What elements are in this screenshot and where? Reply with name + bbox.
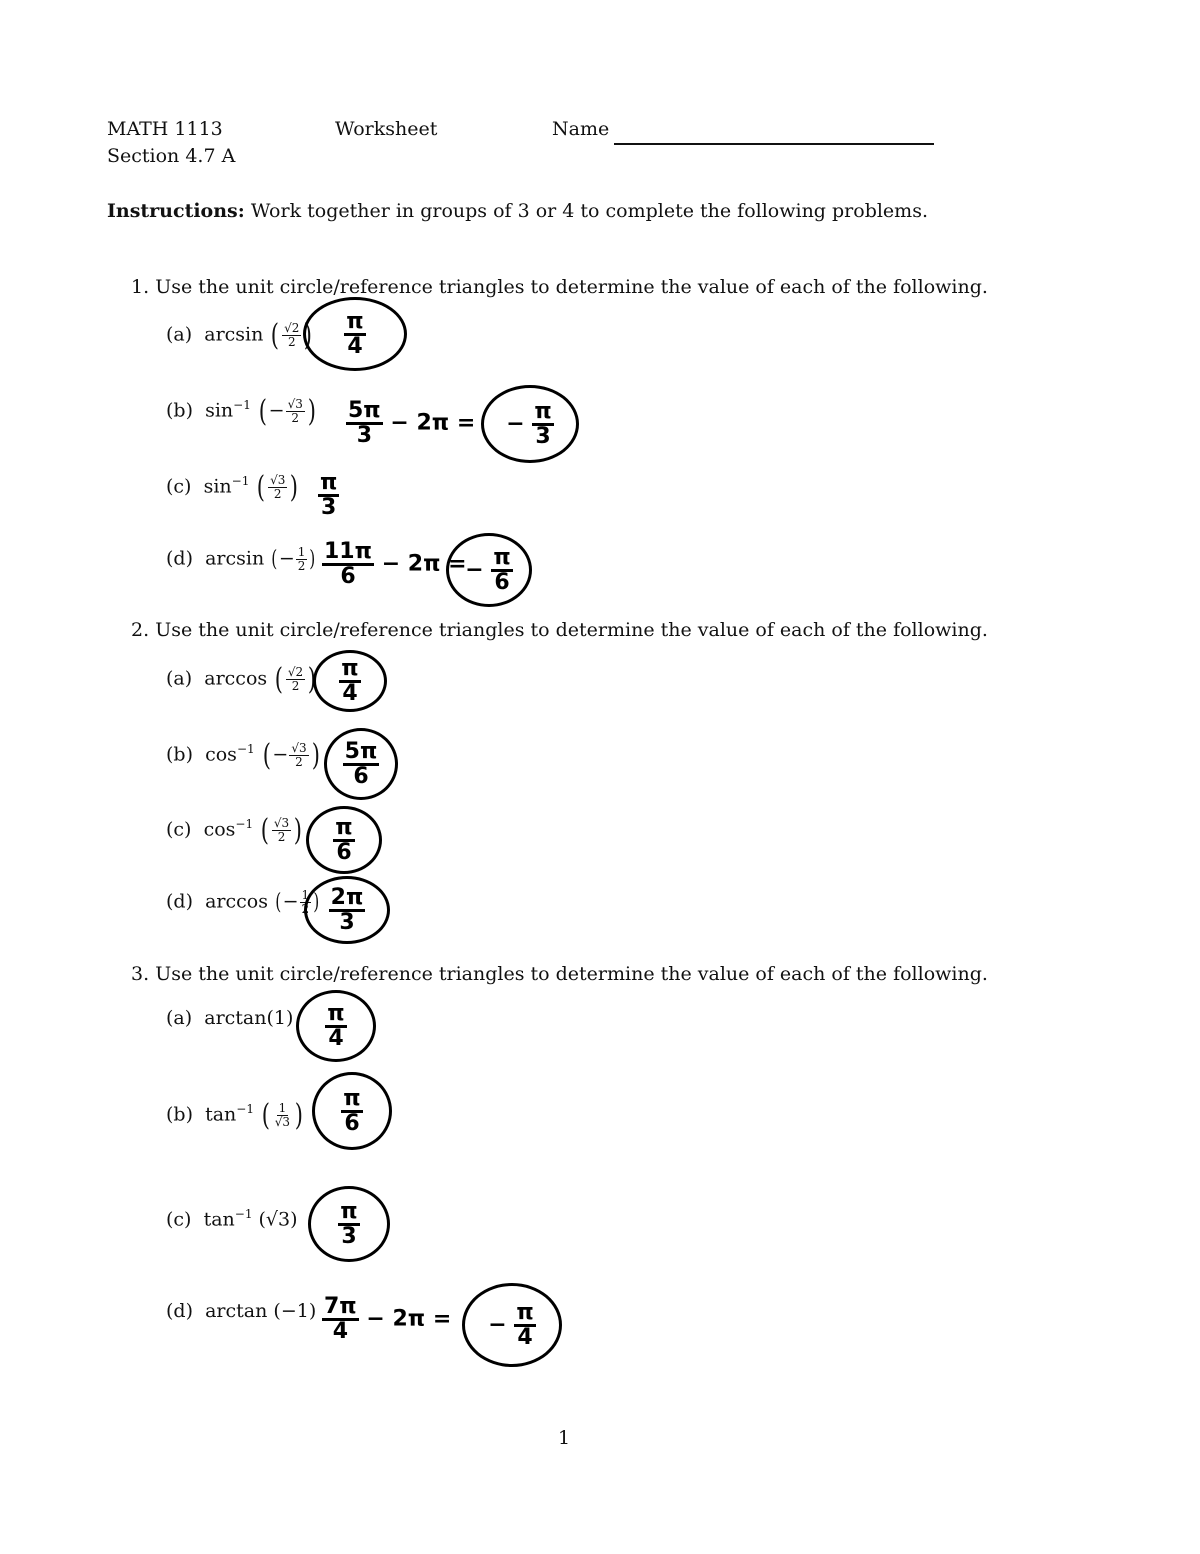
part-label: (a) [166, 323, 193, 346]
part-label: (b) [166, 743, 193, 766]
answer-circle: $\frac{\pi}{4}$ [313, 650, 387, 712]
part-label: (d) [166, 547, 193, 570]
answer-circle: $\frac{\pi}{6}$ [312, 1072, 392, 1150]
answer-circle: − $\frac{\pi}{4}$ [462, 1283, 562, 1367]
handwritten-work: $\frac{5\pi}{3}$ − 2π = [348, 398, 476, 448]
answer-circle: $\frac{5\pi}{6}$ [324, 728, 398, 800]
instructions-label: Instructions: [107, 200, 245, 222]
course-title: MATH 1113 [107, 118, 223, 140]
part-label: (b) [166, 399, 193, 422]
handwritten-work: $\frac{11\pi}{6}$ − 2π = [324, 539, 467, 589]
function-name: arctan [205, 1300, 268, 1322]
problem-3-prompt [131, 963, 988, 985]
problem-2b: (b) $\cos^{-1}$ (− $\frac{√3}{2}$ ) [166, 738, 320, 773]
fraction: $\frac{1}{2}$ [297, 545, 306, 573]
problem-number: 3. [131, 963, 150, 985]
fraction: $\frac{1}{√3}$ [274, 1101, 291, 1129]
answer-circle: $\frac{\pi}{4}$ [303, 297, 407, 371]
instructions-text: Work together in groups of 3 or 4 to complete the following problems. [250, 200, 928, 222]
problem-3c: (c) $\tan^{-1} (√3)$ [166, 1207, 298, 1231]
problem-2c: (c) $\cos^{-1}$ ( $\frac{√3}{2}$ ) [166, 813, 303, 848]
problem-3d: (d) arctan (−1) [166, 1300, 317, 1322]
problem-text: Use the unit circle/reference triangles to determine the value of each of the following. [155, 963, 988, 985]
problem-3a: (a) arctan(1) [166, 1007, 294, 1029]
part-label: (c) [166, 1208, 192, 1231]
function-name: cos [205, 743, 237, 766]
function-name: cos [203, 818, 236, 841]
part-label: (c) [166, 818, 192, 841]
problem-number: 1. [131, 276, 150, 298]
problem-number: 2. [131, 619, 150, 641]
problem-2d: (d) arccos (− $\frac{1}{2}$ ) [166, 888, 320, 916]
handwritten-answer: $\frac{\pi}{3}$ [320, 470, 338, 520]
name-label: Name [552, 118, 610, 140]
answer-circle: $\frac{\pi}{3}$ [308, 1186, 390, 1262]
problem-1d: (d) arcsin (− $\frac{1}{2}$ ) [166, 545, 316, 573]
name-field-line[interactable] [614, 143, 934, 145]
answer-circle: $\frac{2\pi}{3}$ [304, 876, 390, 944]
worksheet-label: Worksheet [335, 118, 438, 140]
problem-1-prompt [131, 276, 988, 298]
problem-1b: (b) $\sin^{-1}$ (− $\frac{√3}{2}$ ) [166, 394, 316, 429]
problem-2-prompt [131, 619, 988, 641]
fraction: $\frac{√3}{2}$ [291, 741, 307, 769]
function-name: arccos [205, 890, 268, 913]
section-label: Section 4.7 A [107, 145, 236, 167]
part-label: (d) [166, 1300, 193, 1322]
part-label: (b) [166, 1103, 193, 1126]
part-label: (c) [166, 475, 192, 498]
part-label: (d) [166, 890, 193, 913]
part-label: (a) [166, 667, 193, 690]
answer-circle: − $\frac{\pi}{6}$ [446, 533, 532, 607]
fraction: $\frac{√3}{2}$ [273, 816, 290, 844]
problem-text: Use the unit circle/reference triangles to determine the value of each of the following. [155, 619, 988, 641]
part-label: (a) [166, 1007, 193, 1029]
instructions [107, 200, 928, 222]
function-name: arctan [204, 1007, 267, 1029]
fraction: $\frac{√2}{2}$ [287, 665, 304, 693]
problem-text: Use the unit circle/reference triangles to determine the value of each of the following. [155, 276, 988, 298]
fraction: $\frac{√3}{2}$ [287, 397, 303, 425]
answer-circle: − $\frac{\pi}{3}$ [481, 385, 579, 463]
answer-circle: $\frac{\pi}{4}$ [296, 990, 376, 1062]
fraction: $\frac{1}{2}$ [301, 888, 310, 916]
function-name: arccos [204, 667, 268, 690]
fraction: $\frac{√2}{2}$ [284, 321, 300, 349]
function-name: tan [203, 1208, 235, 1231]
page-number: 1 [558, 1427, 571, 1449]
problem-2a: (a) arccos ( $\frac{√2}{2}$ ) [166, 662, 317, 697]
function-name: arcsin [204, 323, 264, 346]
problem-1c: (c) $\sin^{-1}$ ( $\frac{√3}{2}$ ) [166, 470, 299, 505]
problem-1a: (a) arcsin ( $\frac{√2}{2}$ ) [166, 318, 313, 353]
function-name: sin [205, 399, 234, 422]
answer-circle: $\frac{\pi}{6}$ [306, 806, 382, 874]
function-name: sin [203, 475, 232, 498]
problem-3b: (b) $\tan^{-1}$ ( $\frac{1}{√3}$ ) [166, 1098, 304, 1133]
function-name: tan [205, 1103, 237, 1126]
fraction: $\frac{√3}{2}$ [270, 473, 286, 501]
handwritten-work: $\frac{7\pi}{4}$ − 2π = [324, 1294, 452, 1344]
function-name: arcsin [205, 547, 265, 570]
